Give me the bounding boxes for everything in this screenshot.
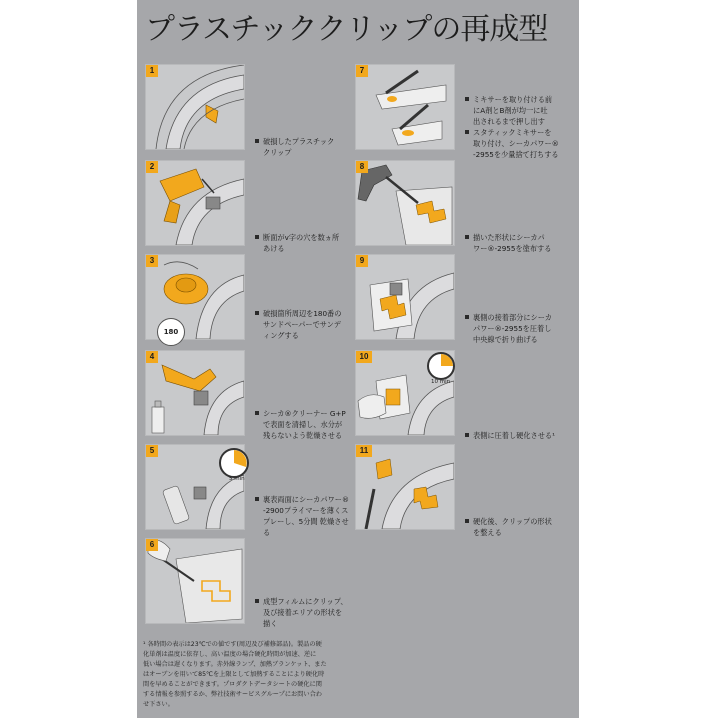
step-description: 硬化後、クリップの形状 を整える — [465, 516, 552, 538]
step-number: 9 — [356, 255, 368, 267]
trace-film-illustration — [146, 539, 244, 623]
bullet-icon — [255, 497, 259, 501]
bullet-icon — [255, 411, 259, 415]
step-number: 2 — [146, 161, 158, 173]
step-illustration — [355, 254, 455, 340]
step-number: 4 — [146, 351, 158, 363]
bumper-clip-illustration — [146, 65, 244, 149]
step-illustration — [145, 64, 245, 150]
mixer-cartridge-illustration — [356, 65, 454, 149]
step-number: 3 — [146, 255, 158, 267]
step-description: 裏側の接着部分にシーカ パワー®-2955を圧着し 中央線で折り曲げる — [465, 312, 552, 345]
bullet-icon — [465, 519, 469, 523]
timer-label: 10 min — [431, 379, 451, 385]
timer-label: 5 min — [229, 476, 245, 482]
press-adhesive-illustration — [356, 255, 454, 339]
step-number: 1 — [146, 65, 158, 77]
step-illustration — [145, 538, 245, 624]
step-number: 8 — [356, 161, 368, 173]
bullet-icon — [465, 235, 469, 239]
step-description: 成型フィルムにクリップ、 及び接着エリアの形状を 描く — [255, 596, 348, 629]
step-description: ミキサーを取り付ける前 にA剤とB剤が均一に吐 出されるまで押し出す スタティックミキサーを 取り付け、シーカパワー® -2955を少量捨て打ちする — [465, 94, 559, 160]
step-description: 表側に圧着し硬化させる¹ — [465, 430, 555, 441]
step-description: 破損箇所周辺を180番の サンドペーパーでサンデ ィングする — [255, 308, 341, 341]
step-number: 10 — [356, 351, 372, 363]
trim-clip-illustration — [356, 445, 454, 529]
cleaning-illustration — [146, 351, 244, 435]
timer-icon — [219, 448, 249, 478]
bullet-icon — [465, 97, 469, 101]
step-number: 11 — [356, 445, 372, 457]
step-number: 5 — [146, 445, 158, 457]
drill-illustration — [146, 161, 244, 245]
apply-adhesive-illustration — [356, 161, 454, 245]
step-description: 破損したプラスチック クリップ — [255, 136, 334, 158]
timer-icon — [427, 352, 455, 380]
step-description: 裏表両面にシーカパワー® -2900プライマーを薄くス プレーし、5分間 乾燥させ る — [255, 494, 349, 538]
step-illustration — [355, 444, 455, 530]
instruction-sheet — [137, 0, 579, 718]
grit-badge: 180 — [157, 318, 185, 346]
bullet-icon — [255, 311, 259, 315]
bullet-icon — [255, 599, 259, 603]
step-number: 7 — [356, 65, 368, 77]
bullet-icon — [255, 139, 259, 143]
bullet-icon — [255, 235, 259, 239]
step-number: 6 — [146, 539, 158, 551]
step-illustration — [145, 160, 245, 246]
footnote: ¹ 各時間の表示は23℃での値です(周辺及び補修部品)。製品の硬 化単剤は温度に依存し、高い温度の場合硬化時間が加速、逆に 低い場合は遅くなります。赤外線ランプ、加熱ブランケット、また はオーブンを用いて85℃を上限として加熱することにより硬化時 間を早めることができます。プロダクトデータシートの硬化に関 する情報を参照するか、弊社技術サービスグループにお問い合わ せ下さい。 — [143, 641, 327, 708]
step-illustration — [355, 160, 455, 246]
step-illustration — [355, 64, 455, 150]
page-title: プラスチッククリップの再成型 — [145, 12, 548, 47]
step-description: 描いた形状にシーカパ ワー®-2955を塗布する — [465, 232, 551, 254]
bullet-icon — [465, 130, 469, 134]
bullet-icon — [465, 315, 469, 319]
step-illustration — [145, 350, 245, 436]
step-description: シーカ®クリーナー G+P で表面を清掃し、水分が 残らないよう乾燥させる — [255, 408, 346, 441]
step-description: 断面がv字の穴を数ヵ所 あける — [255, 232, 339, 254]
bullet-icon — [465, 433, 469, 437]
